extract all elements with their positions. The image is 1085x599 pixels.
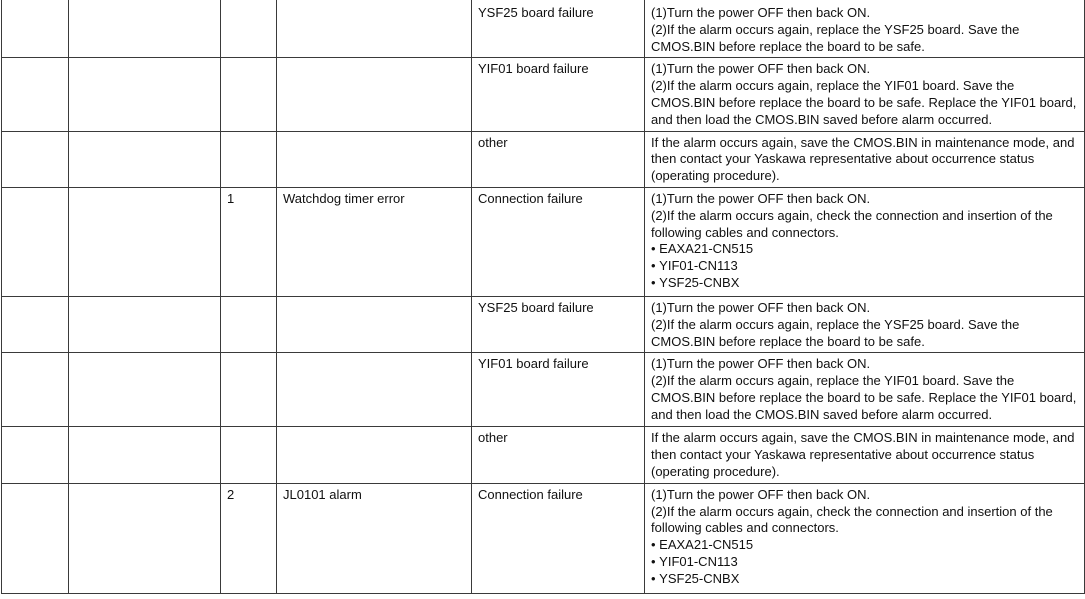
alarm-number-cell	[2, 131, 69, 187]
sub-code-cell	[221, 353, 277, 427]
table-row	[2, 131, 1085, 187]
remedy-cell	[645, 427, 1085, 483]
remedy-line: (2)If the alarm occurs again, replace the YSF25 board. Save the CMOS.BIN before replace the board to be safe.	[651, 316, 1020, 349]
remedy-cell	[645, 296, 1085, 352]
alarm-number-cell	[2, 427, 69, 483]
remedy-cell	[645, 483, 1085, 593]
remedy-cell	[645, 353, 1085, 427]
sub-name-cell	[277, 58, 472, 131]
remedy-cell	[645, 58, 1085, 131]
table-row	[2, 427, 1085, 483]
table-row	[2, 296, 1085, 352]
sub-code-cell	[221, 296, 277, 352]
alarm-name-cell	[69, 58, 221, 131]
sub-name-cell: Watchdog timer error	[277, 187, 472, 296]
remedy-line: If the alarm occurs again, save the CMOS.BIN in maintenance mode, and then contact your Yaskawa representative about occurrence status (operating procedure).	[651, 430, 1075, 479]
remedy-cell	[645, 187, 1085, 296]
sub-code-cell	[221, 0, 277, 58]
sub-name-cell	[277, 131, 472, 187]
remedy-line: (2)If the alarm occurs again, check the connection and insertion of the following cables and connectors.	[651, 207, 1053, 240]
table-row	[2, 0, 1085, 58]
alarm-name-cell	[69, 131, 221, 187]
alarm-name-cell	[69, 296, 221, 352]
remedy-line: (1)Turn the power OFF then back ON.	[651, 5, 871, 20]
cause-cell: YIF01 board failure	[472, 353, 645, 427]
remedy-cell	[645, 0, 1085, 58]
cause-cell: Connection failure	[472, 483, 645, 593]
alarm-remedy-table	[1, 0, 1085, 594]
remedy-line: If the alarm occurs again, save the CMOS.BIN in maintenance mode, and then contact your Yaskawa representative about occurrence status (operating procedure).	[651, 134, 1075, 184]
cause-cell: YSF25 board failure	[472, 0, 645, 58]
cause-cell: other	[472, 427, 645, 483]
alarm-name-cell	[69, 483, 221, 593]
sub-name-cell	[277, 0, 472, 58]
remedy-cell	[645, 131, 1085, 187]
alarm-name-cell	[69, 427, 221, 483]
table-row	[2, 58, 1085, 131]
remedy-line: (2)If the alarm occurs again, replace the YIF01 board. Save the CMOS.BIN before replace the board to be safe. Replace the YIF01 board, and then load the CMOS.BIN saved before alarm occurred.	[651, 373, 1077, 422]
sub-code-cell: 1	[221, 187, 277, 296]
alarm-name-cell	[69, 353, 221, 427]
remedy-line: (2)If the alarm occurs again, check the connection and insertion of the following cables and connectors.	[651, 503, 1053, 536]
cause-cell: Connection failure	[472, 187, 645, 296]
table-row	[2, 187, 1085, 296]
remedy-line: (1)Turn the power OFF then back ON.	[651, 356, 871, 372]
sub-name-cell	[277, 353, 472, 427]
sub-code-cell	[221, 427, 277, 483]
alarm-number-cell	[2, 0, 69, 58]
cause-cell: YSF25 board failure	[472, 296, 645, 352]
remedy-line: (1)Turn the power OFF then back ON.	[651, 299, 871, 315]
table-row	[2, 483, 1085, 593]
sub-code-cell	[221, 131, 277, 187]
remedy-line: (2)If the alarm occurs again, replace the YSF25 board. Save the CMOS.BIN before replace the board to be safe.	[651, 21, 1020, 54]
remedy-line: (2)If the alarm occurs again, replace the YIF01 board. Save the CMOS.BIN before replace the board to be safe. Replace the YIF01 board, and then load the CMOS.BIN saved before alarm occurred.	[651, 78, 1077, 127]
remedy-line: (1)Turn the power OFF then back ON.	[651, 486, 871, 502]
connector-list-item: • EAXA21-CN515	[651, 241, 1079, 258]
sub-name-cell: JL0101 alarm	[277, 483, 472, 593]
alarm-name-cell	[69, 187, 221, 296]
cause-cell: YIF01 board failure	[472, 58, 645, 131]
sub-code-cell: 2	[221, 483, 277, 593]
alarm-number-cell	[2, 353, 69, 427]
alarm-name-cell	[69, 0, 221, 58]
alarm-number-cell	[2, 296, 69, 352]
alarm-number-cell	[2, 483, 69, 593]
table-row	[2, 353, 1085, 427]
remedy-line: (1)Turn the power OFF then back ON.	[651, 61, 871, 77]
cause-cell: other	[472, 131, 645, 187]
remedy-line: (1)Turn the power OFF then back ON.	[651, 190, 871, 206]
connector-list-item: • EAXA21-CN515	[651, 537, 1079, 554]
sub-name-cell	[277, 427, 472, 483]
connector-list-item: • YIF01-CN113	[651, 258, 1079, 275]
connector-list-item: • YSF25-CNBX	[651, 275, 1079, 292]
alarm-number-cell	[2, 187, 69, 296]
alarm-number-cell	[2, 58, 69, 131]
connector-list-item: • YSF25-CNBX	[651, 571, 1079, 588]
sub-code-cell	[221, 58, 277, 131]
sub-name-cell	[277, 296, 472, 352]
connector-list-item: • YIF01-CN113	[651, 554, 1079, 571]
